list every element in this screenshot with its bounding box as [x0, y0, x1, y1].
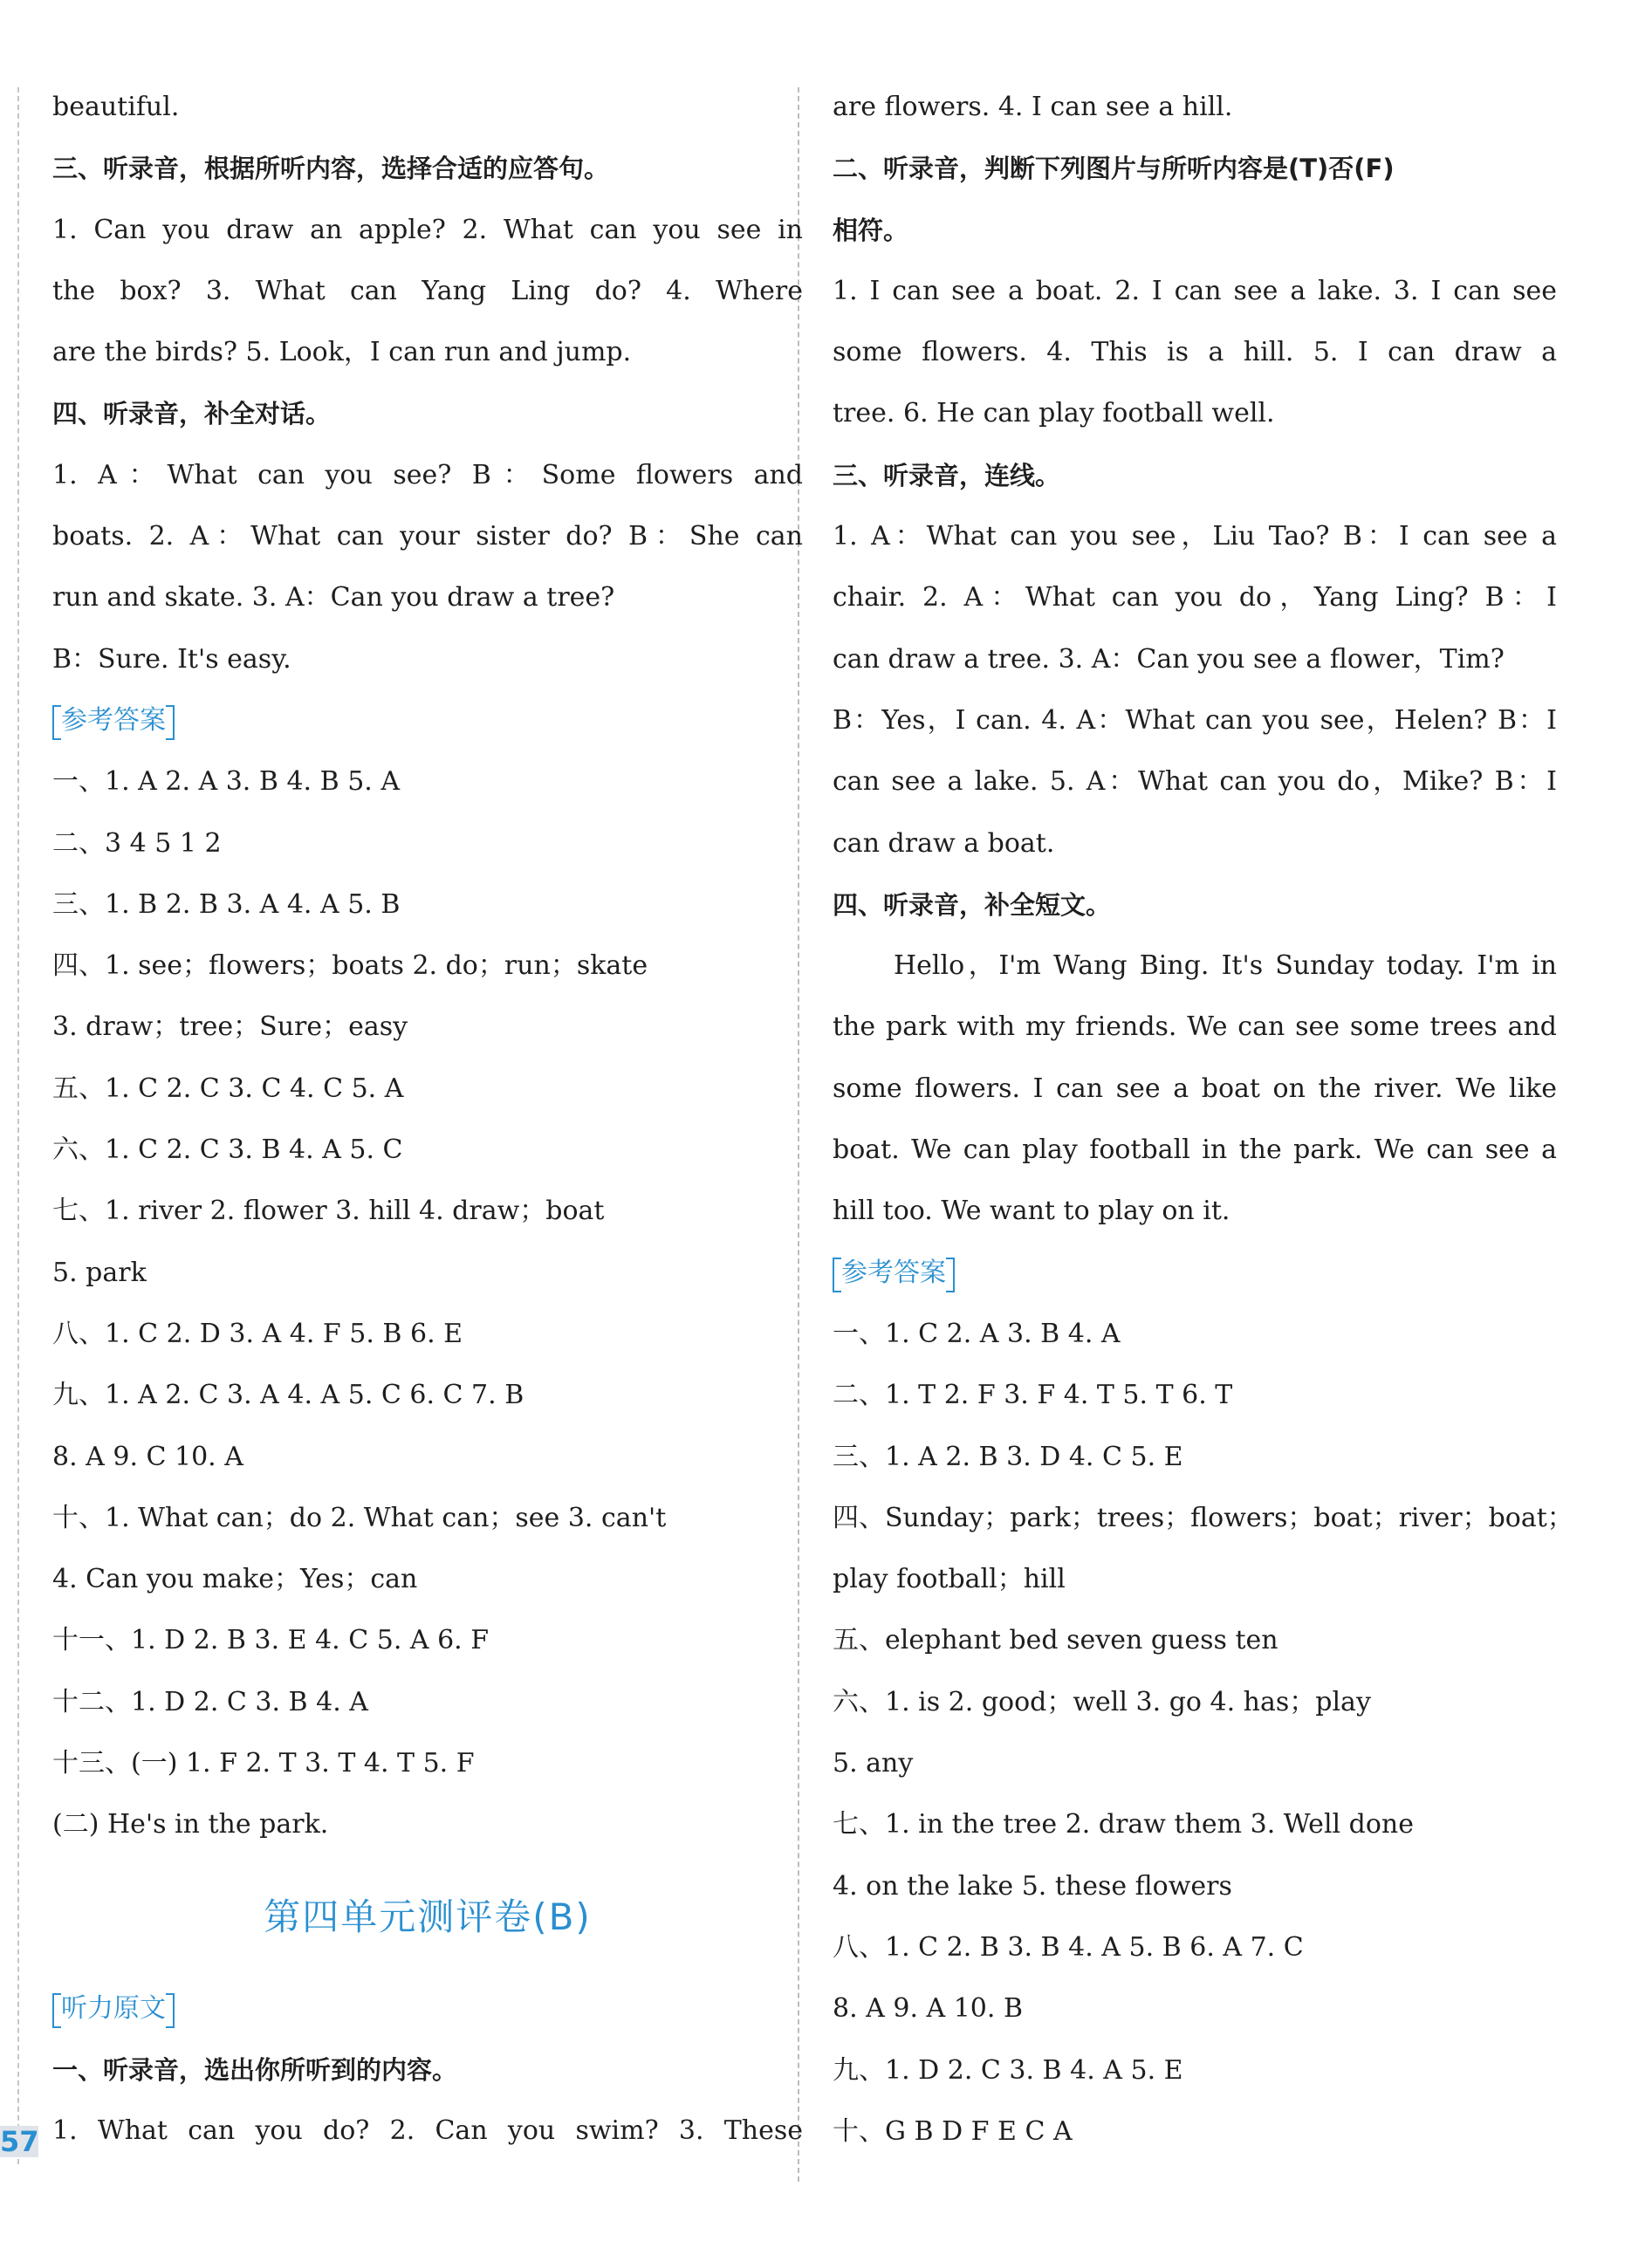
text-line: 六、1. C 2. C 3. B 4. A 5. C — [52, 1134, 403, 1166]
text-line: can draw a tree. 3. A：Can you see a flower，Tim? — [833, 643, 1505, 675]
text-line: beautiful. — [52, 92, 180, 122]
text-line: 8. A 9. C 10. A — [52, 1441, 243, 1472]
text-line: 1. Can you draw an apple? 2. What can you see in — [52, 214, 803, 245]
section-tag-line — [52, 1978, 803, 2039]
question-heading: 四、听录音，补全短文。 — [833, 889, 1112, 920]
text-line: 8. A 9. A 10. B — [833, 1993, 1024, 2025]
text-line: can draw a boat. — [833, 827, 1055, 859]
text-line: 十、1. What can；do 2. What can；see 3. can't — [52, 1502, 667, 1533]
text-line: 十三、(一) 1. F 2. T 3. T 4. T 5. F — [52, 1748, 475, 1779]
text-line: 五、elephant bed seven guess ten — [833, 1625, 1278, 1656]
text-line: 一、1. A 2. A 3. B 4. B 5. A — [52, 766, 401, 798]
question-heading: 三、听录音，根据所听内容，选择合适的应答句。 — [52, 154, 610, 184]
text-line: 1. What can you do? 2. Can you swim? 3. These — [52, 2115, 803, 2147]
question-heading: 二、听录音，判断下列图片与所听内容是(T)否(F) — [833, 154, 1395, 184]
text-line: play football；hill — [833, 1564, 1066, 1595]
text-line: 四、1. see；flowers；boats 2. do；run；skate — [52, 950, 648, 982]
text-line: 1. A：What can you see? B：Some flowers and — [52, 459, 803, 490]
text-line: 五、1. C 2. C 3. C 4. C 5. A — [52, 1073, 404, 1104]
page-number: 57 — [0, 2125, 39, 2158]
section-title: 第四单元测评卷(B) — [264, 1895, 592, 1938]
text-line: 5. any — [833, 1748, 914, 1779]
text-line: 七、1. in the tree 2. draw them 3. Well done — [833, 1809, 1415, 1840]
section-tag-line — [833, 1243, 1557, 1304]
text-line: are the birds? 5. Look，I can run and jump. — [52, 337, 632, 368]
left-column — [52, 77, 803, 2162]
text-line: 一、1. C 2. A 3. B 4. A — [833, 1318, 1121, 1349]
text-line: are flowers. 4. I can see a hill. — [833, 92, 1233, 122]
text-line: 八、1. C 2. B 3. B 4. A 5. B 6. A 7. C — [833, 1931, 1304, 1963]
text-line: tree. 6. He can play football well. — [833, 398, 1275, 429]
text-line: 十、G B D F E C A — [833, 2115, 1073, 2147]
question-heading: 一、听录音，选出你所听到的内容。 — [52, 2054, 458, 2085]
text-line: some flowers. 4. This is a hill. 5. I can draw a — [833, 337, 1557, 368]
text-line: can see a lake. 5. A：What can you do，Mike? B：I — [833, 766, 1557, 798]
text-line: chair. 2. A：What can you do，Yang Ling? B：I — [833, 582, 1557, 613]
section-tag-line — [52, 690, 803, 751]
text-line: 4. on the lake 5. these flowers — [833, 1870, 1232, 1902]
text-line: the box? 3. What can Yang Ling do? 4. Where — [52, 275, 803, 306]
text-line: 1. I can see a boat. 2. I can see a lake. 3. I can see — [833, 275, 1557, 306]
text-line: 三、1. A 2. B 3. D 4. C 5. E — [833, 1441, 1183, 1472]
text-line: 七、1. river 2. flower 3. hill 4. draw；boat — [52, 1196, 605, 1227]
text-line: boat. We can play football in the park. We can see a — [833, 1134, 1557, 1166]
text-line: some flowers. I can see a boat on the river. We like — [833, 1073, 1557, 1104]
text-line: 二、1. T 2. F 3. F 4. T 5. T 6. T — [833, 1380, 1233, 1411]
text-line: B：Yes，I can. 4. A：What can you see，Helen? B：I — [833, 704, 1557, 736]
text-line: 二、3 4 5 1 2 — [52, 827, 222, 859]
question-heading: 相符。 — [833, 215, 909, 245]
text-line: the park with my friends. We can see some trees and — [833, 1011, 1557, 1043]
text-line: 三、1. B 2. B 3. A 4. A 5. B — [52, 888, 401, 920]
text-line: (二) He's in the park. — [52, 1809, 329, 1840]
text-line: 九、1. A 2. C 3. A 4. A 5. C 6. C 7. B — [52, 1380, 524, 1411]
right-column — [833, 77, 1573, 2162]
text-line: 九、1. D 2. C 3. B 4. A 5. E — [833, 2054, 1183, 2086]
text-line: 十二、1. D 2. C 3. B 4. A — [52, 1686, 368, 1717]
text-line: B：Sure. It's easy. — [52, 643, 291, 675]
text-line: 5. park — [52, 1257, 147, 1288]
text-line: 六、1. is 2. good；well 3. go 4. has；play — [833, 1686, 1371, 1717]
section-tag: 听力原文 — [52, 1991, 175, 2026]
section-tag: 参考答案 — [833, 1256, 955, 1291]
text-line: hill too. We want to play on it. — [833, 1196, 1230, 1227]
text-line: 3. draw；tree；Sure；easy — [52, 1011, 408, 1043]
question-heading: 三、听录音，连线。 — [833, 460, 1061, 490]
question-heading: 四、听录音，补全对话。 — [52, 399, 332, 429]
section-tag: 参考答案 — [52, 703, 175, 738]
text-line: Hello，I'm Wang Bing. It's Sunday today. I'm in — [894, 950, 1557, 982]
text-line: 1. A：What can you see，Liu Tao? B：I can see a — [833, 521, 1557, 552]
text-line: 十一、1. D 2. B 3. E 4. C 5. A 6. F — [52, 1625, 490, 1656]
text-line: 八、1. C 2. D 3. A 4. F 5. B 6. E — [52, 1318, 463, 1349]
left-margin-rule — [17, 87, 19, 2164]
text-line: boats. 2. A：What can your sister do? B：She can — [52, 521, 803, 552]
text-line: 4. Can you make；Yes；can — [52, 1564, 418, 1595]
text-line: 四、Sunday；park；trees；flowers；boat；river；boat； — [833, 1502, 1573, 1533]
text-line: run and skate. 3. A：Can you draw a tree? — [52, 582, 615, 613]
